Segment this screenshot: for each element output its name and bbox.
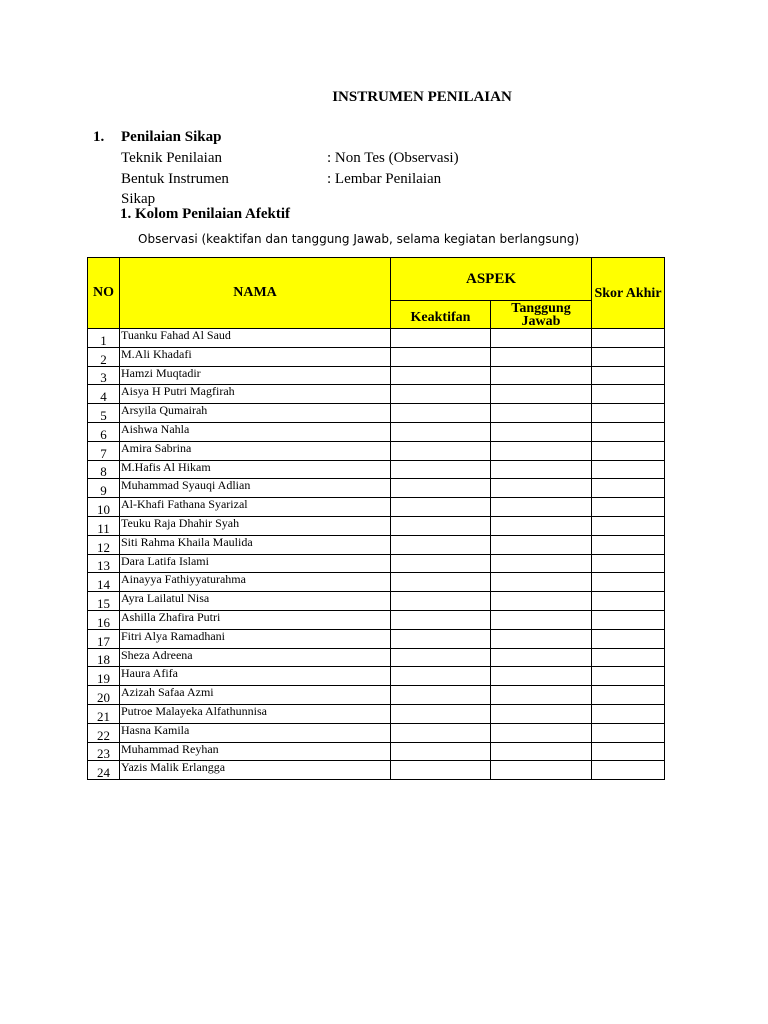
table-row: [88, 761, 665, 780]
skor-akhir-cell[interactable]: [592, 366, 665, 385]
tanggung-jawab-cell[interactable]: [491, 479, 592, 498]
keaktifan-cell[interactable]: [391, 742, 491, 761]
table-row: [88, 742, 665, 761]
row-number: 4: [88, 385, 120, 404]
teknik-penilaian-label: Teknik Penilaian: [121, 150, 223, 166]
tanggung-jawab-cell[interactable]: [491, 554, 592, 573]
student-name: Aishwa Nahla: [120, 422, 391, 441]
row-number: 17: [88, 629, 120, 648]
skor-akhir-cell[interactable]: [592, 460, 665, 479]
student-name: Amira Sabrina: [120, 441, 391, 460]
student-name: Ashilla Zhafira Putri: [120, 610, 391, 629]
keaktifan-cell[interactable]: [391, 516, 491, 535]
keaktifan-cell[interactable]: [391, 441, 491, 460]
row-number: 21: [88, 704, 120, 723]
keaktifan-cell[interactable]: [391, 686, 491, 705]
table-row: [88, 422, 665, 441]
row-number: 23: [88, 742, 120, 761]
skor-akhir-cell[interactable]: [592, 667, 665, 686]
skor-akhir-cell[interactable]: [592, 704, 665, 723]
tanggung-jawab-cell[interactable]: [491, 535, 592, 554]
skor-akhir-cell[interactable]: [592, 686, 665, 705]
keaktifan-cell[interactable]: [391, 460, 491, 479]
table-row: [88, 648, 665, 667]
assessment-table: [87, 257, 665, 780]
keaktifan-cell[interactable]: [391, 422, 491, 441]
table-row: [88, 554, 665, 573]
table-row: [88, 573, 665, 592]
student-name: Arsyila Qumairah: [120, 404, 391, 423]
table-row: [88, 686, 665, 705]
tanggung-jawab-cell[interactable]: [491, 629, 592, 648]
skor-akhir-cell[interactable]: [592, 385, 665, 404]
header-skor-akhir: Skor Akhir: [592, 258, 665, 329]
keaktifan-cell[interactable]: [391, 667, 491, 686]
keaktifan-cell[interactable]: [391, 723, 491, 742]
row-number: 16: [88, 610, 120, 629]
table-row: [88, 479, 665, 498]
skor-akhir-cell[interactable]: [592, 479, 665, 498]
student-name: M.Hafis Al Hikam: [120, 460, 391, 479]
skor-akhir-cell[interactable]: [592, 516, 665, 535]
tanggung-jawab-cell[interactable]: [491, 592, 592, 611]
student-name: Hasna Kamila: [120, 723, 391, 742]
tanggung-jawab-cell[interactable]: [491, 347, 592, 366]
header-aspek: ASPEK: [391, 258, 592, 301]
row-number: 10: [88, 498, 120, 517]
table-row: [88, 498, 665, 517]
skor-akhir-cell[interactable]: [592, 347, 665, 366]
row-number: 2: [88, 347, 120, 366]
skor-akhir-cell[interactable]: [592, 742, 665, 761]
skor-akhir-cell[interactable]: [592, 610, 665, 629]
keaktifan-cell[interactable]: [391, 366, 491, 385]
student-name: Siti Rahma Khaila Maulida: [120, 535, 391, 554]
skor-akhir-cell[interactable]: [592, 535, 665, 554]
tanggung-jawab-cell[interactable]: [491, 704, 592, 723]
row-number: 19: [88, 667, 120, 686]
observation-note: Observasi (keaktifan dan tanggung Jawab, selama kegiatan berlangsung): [138, 232, 580, 246]
tanggung-jawab-cell[interactable]: [491, 404, 592, 423]
skor-akhir-cell[interactable]: [592, 441, 665, 460]
skor-akhir-cell[interactable]: [592, 592, 665, 611]
row-number: 1: [88, 329, 120, 348]
row-number: 3: [88, 366, 120, 385]
table-row: [88, 441, 665, 460]
tanggung-jawab-cell[interactable]: [491, 573, 592, 592]
keaktifan-cell[interactable]: [391, 347, 491, 366]
tanggung-jawab-cell[interactable]: [491, 498, 592, 517]
student-name: Fitri Alya Ramadhani: [120, 629, 391, 648]
table-row: [88, 385, 665, 404]
student-name: Muhammad Syauqi Adlian: [120, 479, 391, 498]
keaktifan-cell[interactable]: [391, 479, 491, 498]
keaktifan-cell[interactable]: [391, 404, 491, 423]
bentuk-instrumen-label: Bentuk Instrumen: [121, 171, 229, 187]
table-row: [88, 704, 665, 723]
tanggung-jawab-cell[interactable]: [491, 667, 592, 686]
bentuk-instrumen-value: : Lembar Penilaian: [327, 171, 442, 187]
keaktifan-cell[interactable]: [391, 329, 491, 348]
skor-akhir-cell[interactable]: [592, 404, 665, 423]
tanggung-jawab-cell[interactable]: [491, 329, 592, 348]
student-name: Dara Latifa Islami: [120, 554, 391, 573]
skor-akhir-cell[interactable]: [592, 723, 665, 742]
student-name: Tuanku Fahad Al Saud: [120, 329, 391, 348]
row-number: 9: [88, 479, 120, 498]
row-number: 6: [88, 422, 120, 441]
tanggung-jawab-cell[interactable]: [491, 686, 592, 705]
skor-akhir-cell[interactable]: [592, 422, 665, 441]
row-number: 24: [88, 761, 120, 780]
header-keaktifan: Keaktifan: [391, 301, 491, 329]
table-row: [88, 535, 665, 554]
row-number: 18: [88, 648, 120, 667]
keaktifan-cell[interactable]: [391, 610, 491, 629]
tanggung-jawab-cell[interactable]: [491, 460, 592, 479]
tanggung-jawab-cell[interactable]: [491, 723, 592, 742]
row-number: 13: [88, 554, 120, 573]
student-name: Azizah Safaa Azmi: [120, 686, 391, 705]
table-row: [88, 366, 665, 385]
subsection-title: 1. Kolom Penilaian Afektif: [120, 206, 290, 222]
tanggung-jawab-cell[interactable]: [491, 648, 592, 667]
tanggung-jawab-cell[interactable]: [491, 516, 592, 535]
skor-akhir-cell[interactable]: [592, 554, 665, 573]
header-tanggung-jawab: Tanggung Jawab: [491, 301, 592, 329]
row-number: 8: [88, 460, 120, 479]
student-name: Ainayya Fathiyyaturahma: [120, 573, 391, 592]
header-nama: NAMA: [120, 258, 391, 329]
table-row: [88, 592, 665, 611]
table-row: [88, 347, 665, 366]
student-name: Teuku Raja Dhahir Syah: [120, 516, 391, 535]
student-name: Al-Khafi Fathana Syarizal: [120, 498, 391, 517]
skor-akhir-cell[interactable]: [592, 329, 665, 348]
table-row: [88, 329, 665, 348]
row-number: 14: [88, 573, 120, 592]
section-title: Penilaian Sikap: [121, 129, 222, 145]
row-number: 11: [88, 516, 120, 535]
keaktifan-cell[interactable]: [391, 535, 491, 554]
row-number: 7: [88, 441, 120, 460]
row-number: 22: [88, 723, 120, 742]
header-no: NO: [88, 258, 120, 329]
tanggung-jawab-cell[interactable]: [491, 366, 592, 385]
table-row: [88, 629, 665, 648]
teknik-penilaian-value: : Non Tes (Observasi): [327, 150, 459, 166]
skor-akhir-cell[interactable]: [592, 648, 665, 667]
student-name: Haura Afifa: [120, 667, 391, 686]
skor-akhir-cell[interactable]: [592, 761, 665, 780]
row-number: 12: [88, 535, 120, 554]
tanggung-jawab-cell[interactable]: [491, 422, 592, 441]
student-name: M.Ali Khadafi: [120, 347, 391, 366]
student-name: Muhammad Reyhan: [120, 742, 391, 761]
student-name: Ayra Lailatul Nisa: [120, 592, 391, 611]
page-title: INSTRUMEN PENILAIAN: [332, 89, 512, 105]
keaktifan-cell[interactable]: [391, 704, 491, 723]
tanggung-jawab-cell[interactable]: [491, 385, 592, 404]
student-name: Yazis Malik Erlangga: [120, 761, 391, 780]
skor-akhir-cell[interactable]: [592, 629, 665, 648]
skor-akhir-cell[interactable]: [592, 498, 665, 517]
student-name: Putroe Malayeka Alfathunnisa: [120, 704, 391, 723]
table-row: [88, 610, 665, 629]
table-row: [88, 460, 665, 479]
tanggung-jawab-cell[interactable]: [491, 441, 592, 460]
keaktifan-cell[interactable]: [391, 573, 491, 592]
keaktifan-cell[interactable]: [391, 648, 491, 667]
row-number: 20: [88, 686, 120, 705]
keaktifan-cell[interactable]: [391, 629, 491, 648]
sikap-label: Sikap: [121, 191, 156, 207]
tanggung-jawab-cell[interactable]: [491, 742, 592, 761]
keaktifan-cell[interactable]: [391, 554, 491, 573]
section-number: 1.: [93, 129, 105, 145]
student-name: Aisya H Putri Magfirah: [120, 385, 391, 404]
table-row: [88, 723, 665, 742]
tanggung-jawab-cell[interactable]: [491, 761, 592, 780]
table-row: [88, 404, 665, 423]
tanggung-jawab-cell[interactable]: [491, 610, 592, 629]
student-name: Sheza Adreena: [120, 648, 391, 667]
student-name: Hamzi Muqtadir: [120, 366, 391, 385]
row-number: 5: [88, 404, 120, 423]
row-number: 15: [88, 592, 120, 611]
keaktifan-cell[interactable]: [391, 761, 491, 780]
keaktifan-cell[interactable]: [391, 498, 491, 517]
keaktifan-cell[interactable]: [391, 385, 491, 404]
table-row: [88, 516, 665, 535]
skor-akhir-cell[interactable]: [592, 573, 665, 592]
keaktifan-cell[interactable]: [391, 592, 491, 611]
table-row: [88, 667, 665, 686]
